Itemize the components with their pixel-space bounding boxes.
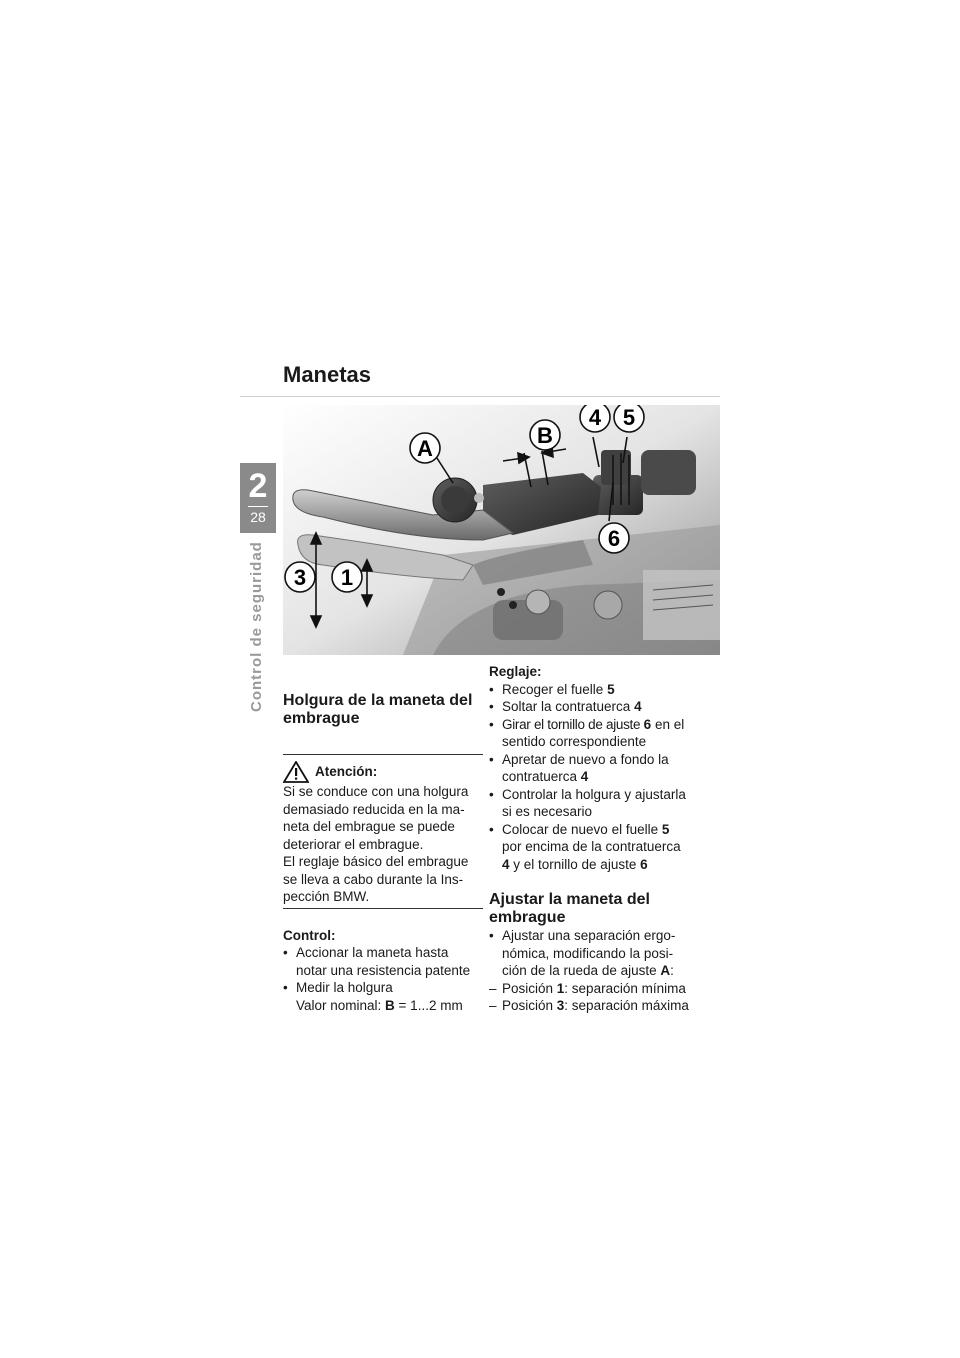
warning-header	[283, 761, 483, 783]
list-item: • Colocar de nuevo el fuelle 5 por encima de la contratuerca 4 y el tornillo de ajuste 6	[489, 821, 681, 872]
section-heading-holgura: Holgura de la maneta del embrague	[283, 692, 473, 727]
list-item: – Posición 1: separación mínima	[489, 980, 686, 996]
label-6: 6	[607, 526, 621, 551]
label-5: 5	[622, 405, 636, 430]
label-3: 3	[293, 565, 307, 590]
label-B: B	[537, 423, 553, 448]
list-item: • Recoger el fuelle 5	[489, 681, 615, 697]
list-item: • Medir la holgura Valor nominal: B = 1...2 mm	[283, 980, 463, 1013]
warning-line: se lleva a cabo durante la Ins-	[283, 871, 464, 887]
warning-line: Si se conduce con una holgura	[283, 784, 469, 799]
left-column	[283, 692, 483, 1014]
label-4: 4	[588, 405, 602, 430]
label-1: 1	[340, 565, 354, 590]
list-item: • Girar el tornillo de ajuste 6 en el sentido correspondiente	[489, 716, 685, 749]
chapter-number: 2	[248, 467, 268, 505]
list-item: – Posición 3: separación máxima	[489, 998, 689, 1013]
list-item: • Soltar la contratuerca 4	[489, 699, 642, 714]
warning-line: deteriorar el embrague.	[283, 836, 424, 852]
warning-bottom-rule	[283, 908, 483, 909]
control-list	[283, 944, 483, 1014]
warning-line: pección BMW.	[283, 889, 370, 904]
list-item: • Apretar de nuevo a fondo la contratuerca 4	[489, 751, 669, 784]
warning-top-rule	[283, 754, 483, 755]
reglaje-title: Reglaje:	[489, 664, 542, 679]
title-divider	[240, 396, 720, 397]
reglaje-list	[489, 681, 724, 874]
list-item: • Ajustar una separación ergo- nómica, modificando la posi- ción de la rueda de ajuste A:	[489, 928, 676, 978]
figure-callouts	[283, 405, 720, 655]
list-item: • Accionar la maneta hasta notar una resistencia patente	[283, 945, 471, 978]
list-item: • Controlar la holgura y ajustarla si es necesario	[489, 786, 686, 819]
side-chapter-label: Control de seguridad	[248, 541, 265, 712]
section-heading-ajustar: Ajustar la maneta del embrague	[489, 891, 650, 926]
warning-line: neta del embrague se puede	[283, 819, 455, 834]
page-title: Manetas	[283, 362, 372, 387]
warning-text	[283, 783, 483, 906]
label-A: A	[417, 436, 433, 461]
right-column	[489, 663, 724, 1015]
warning-title: Atención:	[315, 764, 378, 780]
warning-line: El reglaje básico del embrague	[283, 854, 469, 869]
ajustar-list	[489, 927, 724, 1015]
chapter-divider	[248, 506, 268, 507]
warning-line: demasiado reducida en la ma-	[283, 801, 465, 817]
page-number: 28	[250, 509, 266, 525]
warning-icon	[283, 761, 309, 783]
control-title: Control:	[283, 927, 336, 943]
